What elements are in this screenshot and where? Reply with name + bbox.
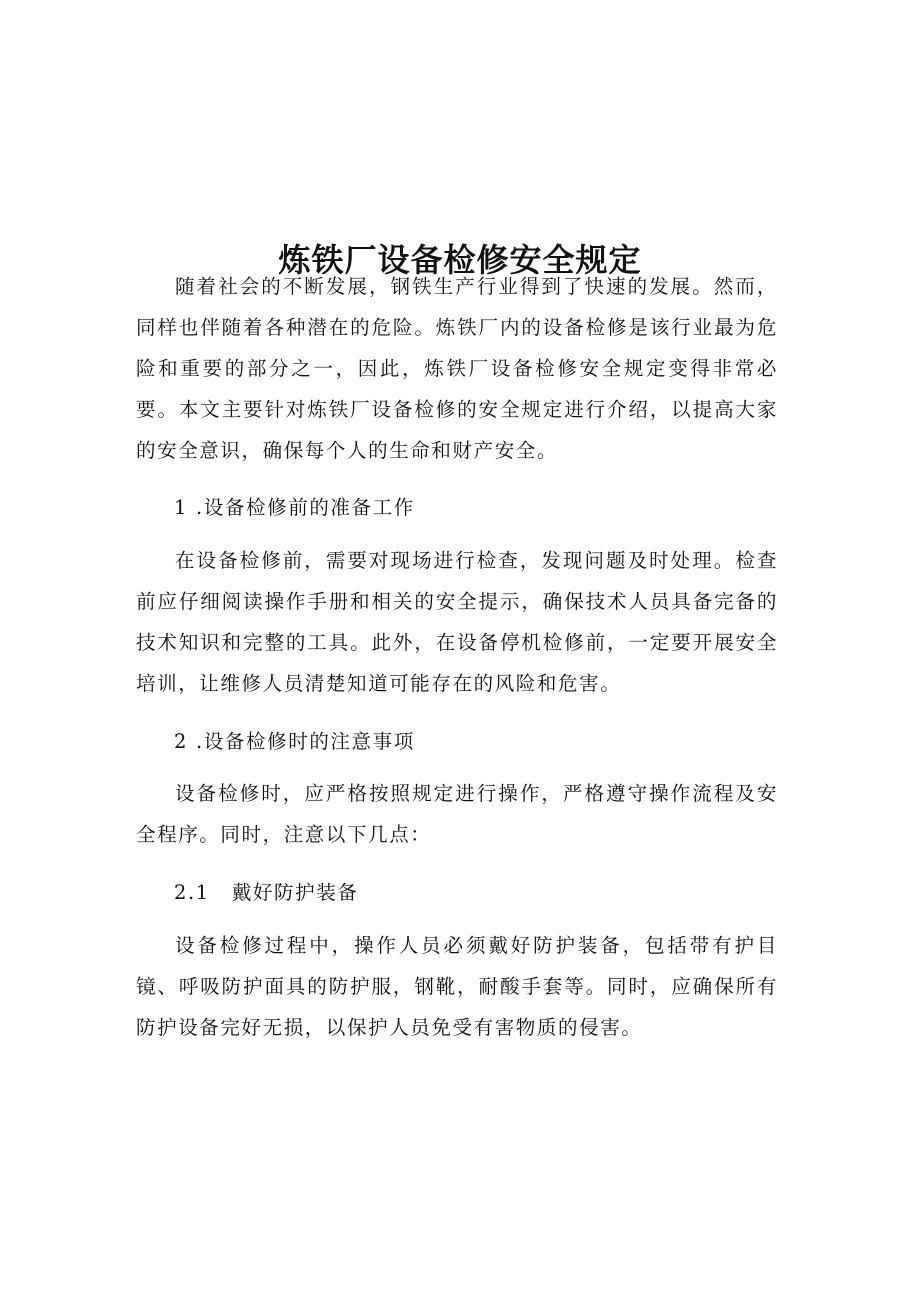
subsection-2-1-paragraph: 设备检修过程中，操作人员必须戴好防护装备，包括带有护目镜、呼吸防护面具的防护服，钢靴，耐酸手套等。同时，应确保所有防护设备完好无损，以保护人员免受有害物质的侵害。 [136, 934, 778, 1039]
section-2-number: 2 [174, 730, 189, 753]
section-1-title: .设备检修前的准备工作 [196, 496, 415, 519]
section-1-paragraph: 在设备检修前，需要对现场进行检查，发现问题及时处理。检查前应仔细阅读操作手册和相关的安全提示，确保技术人员具备完备的技术知识和完整的工具。此外，在设备停机检修前，一定要开展安全培训，让维修人员清楚知道可能存在的风险和危害。 [136, 549, 778, 695]
section-2-heading [174, 727, 415, 757]
section-1-heading [174, 493, 415, 523]
subsection-2-1-heading [174, 878, 358, 908]
section-2-title: .设备检修时的注意事项 [196, 730, 415, 753]
subsection-2-1-number: 2.1 [174, 881, 210, 904]
section-1-number: 1 [174, 496, 189, 519]
section-2-paragraph: 设备检修时，应严格按照规定进行操作，严格遵守操作流程及安全程序。同时，注意以下几点： [136, 782, 778, 846]
intro-paragraph: 随着社会的不断发展，钢铁生产行业得到了快速的发展。然而，同样也伴随着各种潜在的危险。炼铁厂内的设备检修是该行业最为危险和重要的部分之一，因此，炼铁厂设备检修安全规定变得非常必要。本文主要针对炼铁厂设备检修的安全规定进行介绍，以提高大家的安全意识，确保每个人的生命和财产安全。 [136, 275, 778, 462]
document-title: 炼铁厂设备检修安全规定 [278, 241, 642, 280]
subsection-2-1-title: 戴好防护装备 [231, 881, 359, 904]
